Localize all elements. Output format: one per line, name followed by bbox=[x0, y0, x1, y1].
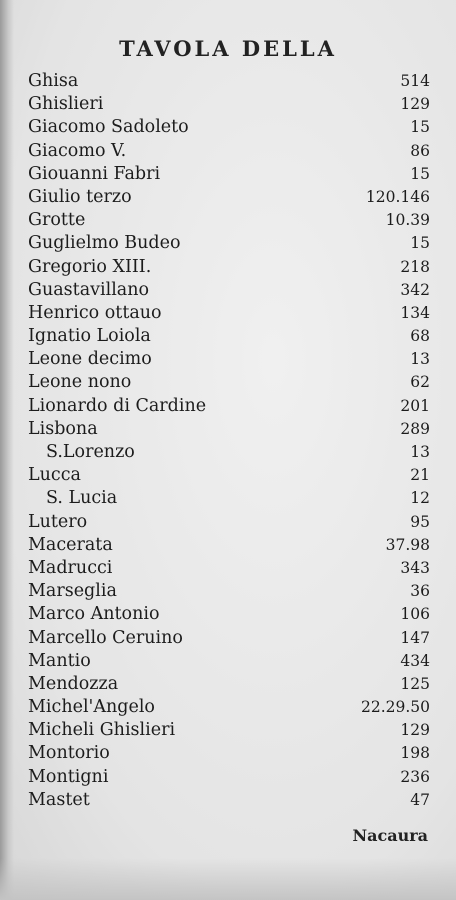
index-entry bbox=[28, 209, 430, 232]
entry-name: Mastet bbox=[28, 789, 90, 810]
entry-page-number: 86 bbox=[410, 141, 430, 160]
index-entry bbox=[28, 70, 430, 93]
entry-name: Lisbona bbox=[28, 418, 98, 439]
entry-name: Leone decimo bbox=[28, 349, 152, 370]
index-entry bbox=[28, 232, 430, 255]
entry-name: Gregorio XIII. bbox=[28, 256, 152, 277]
index-entry bbox=[28, 163, 430, 186]
entry-page-number: 15 bbox=[410, 164, 430, 183]
entry-page-number: 120.146 bbox=[365, 187, 430, 206]
entry-name: Guglielmo Budeo bbox=[28, 233, 181, 254]
index-entry bbox=[28, 348, 430, 371]
entry-name: Michel'Angelo bbox=[28, 697, 155, 718]
entry-name: Giacomo V. bbox=[28, 140, 127, 161]
entry-name: Giulio terzo bbox=[28, 186, 132, 207]
entry-page-number: 201 bbox=[400, 396, 430, 415]
entry-name: Leone nono bbox=[28, 372, 132, 393]
index-entry bbox=[28, 325, 430, 348]
index-entry bbox=[28, 534, 430, 557]
entry-page-number: 514 bbox=[400, 72, 430, 90]
index-entry bbox=[28, 603, 430, 626]
entry-page-number: 236 bbox=[400, 767, 430, 786]
page-bottom-edge bbox=[0, 858, 456, 900]
entry-name: Lucca bbox=[28, 465, 81, 486]
entry-name: Giouanni Fabri bbox=[28, 163, 161, 184]
entry-page-number: 36 bbox=[410, 582, 430, 601]
entry-page-number: 147 bbox=[400, 628, 430, 647]
entry-name: Montigni bbox=[28, 766, 109, 787]
index-entry bbox=[28, 464, 430, 487]
index-entry bbox=[28, 627, 430, 650]
index-entry bbox=[28, 719, 430, 742]
index-entry bbox=[28, 371, 430, 394]
entry-page-number: 343 bbox=[400, 558, 430, 577]
index-entry bbox=[28, 186, 430, 209]
entry-name: Montorio bbox=[28, 743, 110, 764]
entry-name: Ignatio Loiola bbox=[28, 326, 151, 347]
entry-name: Grotte bbox=[28, 210, 86, 231]
index-entry bbox=[28, 140, 430, 163]
index-entry bbox=[28, 93, 430, 116]
index-entry bbox=[28, 511, 430, 534]
entry-name: Marco Antonio bbox=[28, 604, 160, 625]
entry-name: Giacomo Sadoleto bbox=[28, 117, 189, 138]
index-entry bbox=[28, 395, 430, 418]
entry-name: Ghislieri bbox=[28, 94, 104, 115]
entry-name: Madrucci bbox=[28, 557, 113, 578]
entry-page-number: 15 bbox=[410, 234, 430, 253]
entry-name: Lionardo di Cardine bbox=[28, 395, 207, 416]
entry-name: S. Lucia bbox=[46, 488, 118, 509]
entry-name: Macerata bbox=[28, 534, 113, 555]
entry-name: Mantio bbox=[28, 650, 91, 671]
entry-page-number: 15 bbox=[410, 118, 430, 137]
index-entry bbox=[28, 256, 430, 279]
index-entry bbox=[28, 557, 430, 580]
entry-name: Henrico ottauo bbox=[28, 302, 162, 323]
entry-page-number: 68 bbox=[410, 327, 430, 346]
entry-page-number: 13 bbox=[410, 443, 430, 461]
entry-page-number: 434 bbox=[400, 651, 430, 670]
catchword: Nacaura bbox=[352, 826, 428, 845]
entry-name: Lutero bbox=[28, 511, 88, 532]
entry-page-number: 125 bbox=[400, 674, 430, 693]
index-list bbox=[28, 70, 430, 812]
entry-page-number: 218 bbox=[400, 257, 430, 276]
entry-name: Guastavillano bbox=[28, 279, 150, 300]
index-entry bbox=[28, 580, 430, 603]
index-entry bbox=[28, 673, 430, 696]
entry-page-number: 129 bbox=[400, 721, 430, 740]
entry-page-number: 10.39 bbox=[385, 211, 430, 230]
entry-page-number: 106 bbox=[400, 605, 430, 624]
entry-page-number: 37.98 bbox=[385, 535, 430, 554]
index-entry bbox=[28, 441, 430, 464]
index-entry bbox=[28, 487, 430, 510]
entry-page-number: 129 bbox=[400, 95, 430, 114]
entry-page-number: 95 bbox=[410, 512, 430, 531]
entry-page-number: 289 bbox=[400, 419, 430, 438]
index-entry bbox=[28, 742, 430, 765]
entry-page-number: 47 bbox=[410, 790, 430, 809]
entry-name: Marcello Ceruino bbox=[28, 627, 183, 648]
entry-page-number: 12 bbox=[410, 489, 430, 508]
entry-page-number: 22.29.50 bbox=[360, 698, 430, 717]
index-entry bbox=[28, 766, 430, 789]
index-entry bbox=[28, 789, 430, 812]
index-entry bbox=[28, 302, 430, 325]
index-entry bbox=[28, 279, 430, 302]
entry-name: Micheli Ghislieri bbox=[28, 720, 176, 741]
page-left-edge bbox=[0, 0, 14, 900]
index-entry bbox=[28, 696, 430, 719]
entry-page-number: 62 bbox=[410, 373, 430, 392]
index-entry bbox=[28, 650, 430, 673]
entry-name: S.Lorenzo bbox=[46, 442, 135, 462]
entry-page-number: 198 bbox=[400, 744, 430, 763]
entry-page-number: 21 bbox=[410, 466, 430, 485]
page-title: TAVOLA DELLA bbox=[119, 36, 337, 61]
index-entry bbox=[28, 418, 430, 441]
entry-name: Marseglia bbox=[28, 581, 117, 602]
entry-page-number: 342 bbox=[400, 280, 430, 299]
entry-page-number: 134 bbox=[400, 303, 430, 322]
entry-name: Ghisa bbox=[28, 71, 79, 91]
index-entry bbox=[28, 116, 430, 139]
entry-name: Mendozza bbox=[28, 673, 119, 694]
entry-page-number: 13 bbox=[410, 350, 430, 369]
